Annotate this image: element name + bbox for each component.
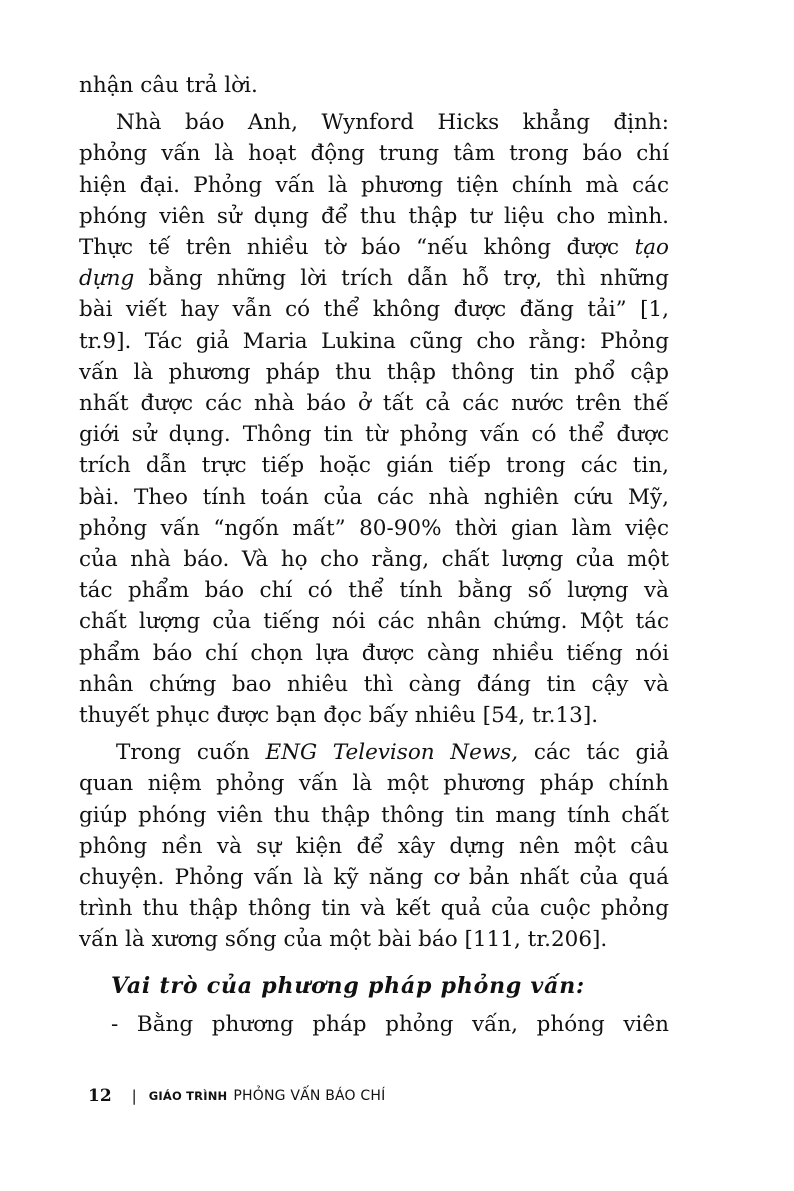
book-title-italic: ENG Televison News, [265,740,519,766]
text-line: vấn là xương sống của một bài báo [111, tr.206]. [79,927,608,953]
text-line: nhất được các nhà báo ở tất cả các nước trên thế [79,391,669,416]
text-line: bài. Theo tính toán của các nhà nghiên cứu Mỹ, [79,484,669,510]
bullet-line: - Bằng phương pháp phỏng vấn, phóng viên [111,1012,669,1037]
text-line: phỏng vấn là hoạt động trung tâm trong báo chí [79,141,669,167]
page-number: 12 [88,1086,112,1106]
text-line: tác phẩm báo chí có thể tính bằng số lượng và [79,578,669,604]
text-line: chuyện. Phỏng vấn là kỹ năng cơ bản nhất của quá [79,865,669,890]
paragraph-start-line: Trong cuốn ENG Televison News, các tác giả [116,740,670,766]
text-line: phông nền và sự kiện để xây dựng nên một câu [79,833,669,859]
text-line: giúp phóng viên thu thập thông tin mang tính chất [79,802,669,828]
paragraph-start-line: Nhà báo Anh, Wynford Hicks khẳng định: [116,110,669,136]
section-heading: Vai trò của phương pháp phỏng vấn: [111,973,585,999]
text-line: trích dẫn trực tiếp hoặc gián tiếp trong các tin, [79,453,669,479]
text-line: nhận câu trả lời. [79,73,258,98]
italic-word: dựng [79,266,135,292]
text-line: quan niệm phỏng vấn là một phương pháp chính [79,771,669,797]
text-line: phóng viên sử dụng để thu thập tư liệu cho mình. [79,203,669,229]
text-line: bài viết hay vẫn có thể không được đăng tải” [1, [79,297,669,323]
page-footer [88,1084,385,1108]
text-line: nhân chứng bao nhiêu thì càng đáng tin cậy và [79,671,669,697]
book-title: PHỎNG VẤN BÁO CHÍ [233,1088,386,1104]
text-line: thuyết phục được bạn đọc bấy nhiêu [54, tr.13]. [79,703,599,728]
footer-separator: | [131,1087,137,1105]
series-label: GIÁO TRÌNH [148,1089,228,1103]
text-line: của nhà báo. Và họ cho rằng, chất lượng của một [79,547,669,572]
text-line: Thực tế trên nhiều tờ báo “nếu không được tạo [79,235,669,260]
text-line: tr.9]. Tác giả Maria Lukina cũng cho rằng: Phỏng [79,328,669,354]
text-line: hiện đại. Phỏng vấn là phương tiện chính mà các [79,172,669,198]
text-line: chất lượng của tiếng nói các nhân chứng. Một tác [79,609,669,635]
text-line: phẩm báo chí chọn lựa được càng nhiều tiếng nói [79,640,669,666]
text-line: vấn là phương pháp thu thập thông tin phổ cập [79,359,669,385]
italic-word: tạo [634,235,669,260]
text-line: trình thu thập thông tin và kết quả của cuộc phỏng [79,896,669,922]
text-line: phỏng vấn “ngốn mất” 80-90% thời gian làm việc [79,515,669,541]
text-line: dựng bằng những lời trích dẫn hỗ trợ, thì những [79,266,669,292]
text-line: giới sử dụng. Thông tin từ phỏng vấn có thể được [79,422,669,448]
